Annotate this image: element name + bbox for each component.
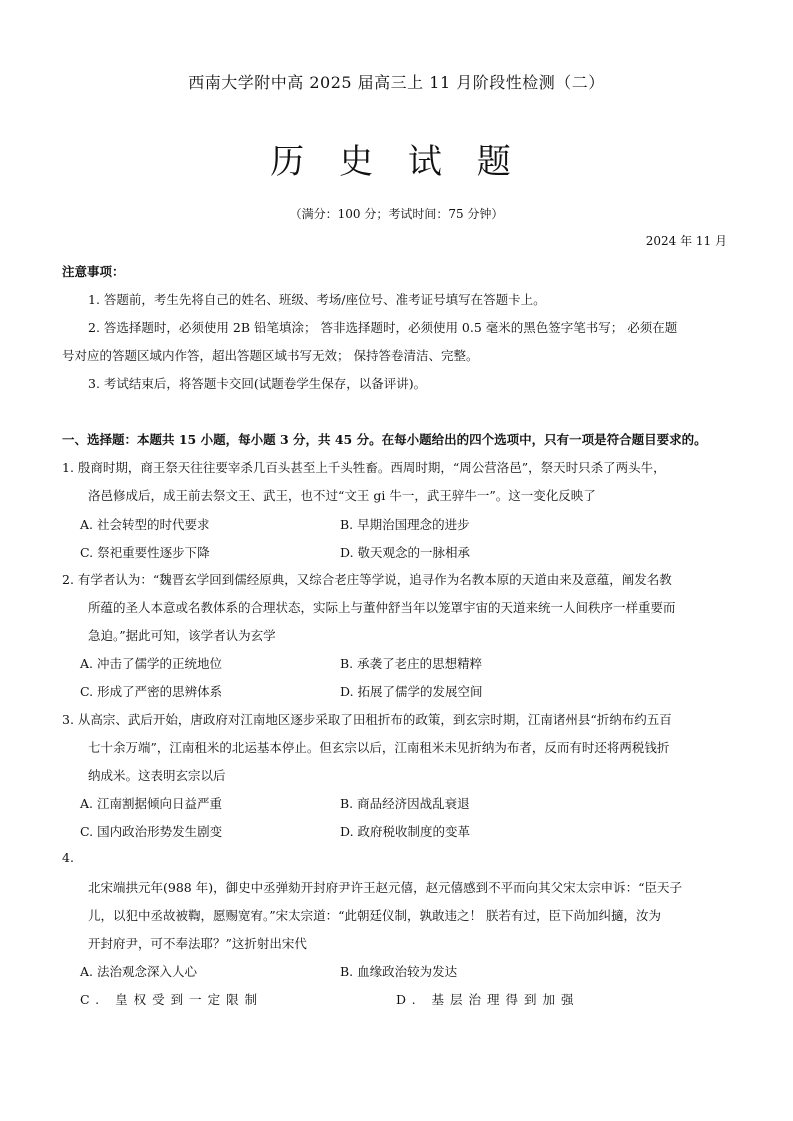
option-c: C. 国内政治形势发生剧变 — [80, 824, 223, 839]
option-a: A. 冲击了儒学的正统地位 — [80, 656, 222, 671]
question-line: 儿，以犯中丞故被鞫，愿赐宽宥。”宋太宗道：“此朝廷仪制，孰敢违之！ 朕若有过，臣下尚加纠擿，汝为 — [88, 908, 662, 923]
option-d: D. 政府税收制度的变革 — [340, 824, 471, 839]
question-line: 七十余万端”，江南租米的北运基本停止。但玄宗以后，江南租米未见折纳为布者，反而有时还将两税钱折 — [88, 740, 670, 755]
option-d: D. 基层治理得到加强 — [396, 992, 580, 1007]
notice-item: 2. 答选择题时，必须使用 2B 铅笔填涂； 答非选择题时，必须使用 0.5 毫米的黑色签字笔书写； 必须在题 — [88, 320, 678, 335]
notice-label: 注意事项： — [62, 264, 125, 279]
question-line: 3. 从高宗、武后开始，唐政府对江南地区逐步采取了田租折布的政策，到玄宗时期，江南诸州县“折纳布约五百 — [62, 712, 672, 727]
option-c: C. 形成了严密的思辨体系 — [80, 684, 223, 699]
question-line: 所蕴的圣人本意或名教体系的合理状态，实际上与董仲舒当年以笼罩宇宙的天道来统一人间秩序一样重要而 — [88, 600, 676, 615]
section-heading: 一、选择题：本题共 15 小题，每小题 3 分，共 45 分。在每小题给出的四个选项中，只有一项是符合题目要求的。 — [62, 432, 707, 447]
exam-date: 2024 年 11 月 — [645, 234, 727, 248]
option-a: A. 法治观念深入人心 — [80, 964, 197, 979]
notice-item: 3. 考试结束后，将答题卡交回(试题卷学生保存，以备评讲)。 — [88, 376, 427, 391]
question-line: 开封府尹，可不奉法耶？”这折射出宋代 — [88, 936, 307, 951]
question-line: 北宋端拱元年(988 年)，御史中丞弹劾开封府尹许王赵元僖，赵元僖感到不平而向其父宋太宗申诉：“臣天子 — [88, 880, 682, 895]
option-b: B. 血缘政治较为发达 — [340, 964, 458, 979]
question-line: 纳成米。这表明玄宗以后 — [88, 768, 226, 783]
exam-header: 西南大学附中高 2025 届高三上 11 月阶段性检测（二） — [188, 73, 605, 92]
question-line: 2. 有学者认为：“魏晋玄学回到儒经原典，又综合老庄等学说，追寻作为名教本原的天道由来及意蕴，阐发名教 — [62, 572, 672, 587]
option-b: B. 承袭了老庄的思想精粹 — [340, 656, 483, 671]
option-b: B. 商品经济因战乱衰退 — [340, 796, 470, 811]
option-b: B. 早期治国理念的进步 — [340, 517, 470, 532]
question-line: 洛邑修成后，成王前去祭文王、武王，也不过“文王 gi 牛一，武王骍牛一”。这一变化反映了 — [88, 488, 596, 503]
option-a: A. 社会转型的时代要求 — [80, 517, 210, 532]
notice-item: 1. 答题前，考生先将自己的姓名、班级、考场/座位号、准考证号填写在答题卡上。 — [88, 292, 546, 307]
option-d: D. 拓展了儒学的发展空间 — [340, 684, 483, 699]
option-c: C. 祭祀重要性逐步下降 — [80, 545, 210, 560]
option-a: A. 江南割据倾向日益严重 — [80, 796, 222, 811]
question-line: 1. 殷商时期，商王祭天往往要宰杀几百头甚至上千头牲畜。西周时期，“周公营洛邑”，祭天时只杀了两头牛， — [62, 460, 666, 475]
question-line: 急迫。”据此可知，该学者认为玄学 — [88, 628, 276, 643]
notice-item: 号对应的答题区域内作答，超出答题区域书写无效； 保持答卷清洁、完整。 — [62, 348, 479, 363]
option-c: C. 皇权受到一定限制 — [80, 992, 264, 1007]
exam-subtitle: （满分：100 分；考试时间：75 分钟） — [289, 207, 504, 221]
page-title: 历 史 试 题 — [270, 142, 523, 182]
option-d: D. 敬天观念的一脉相承 — [340, 545, 471, 560]
question-number: 4. — [62, 850, 74, 865]
